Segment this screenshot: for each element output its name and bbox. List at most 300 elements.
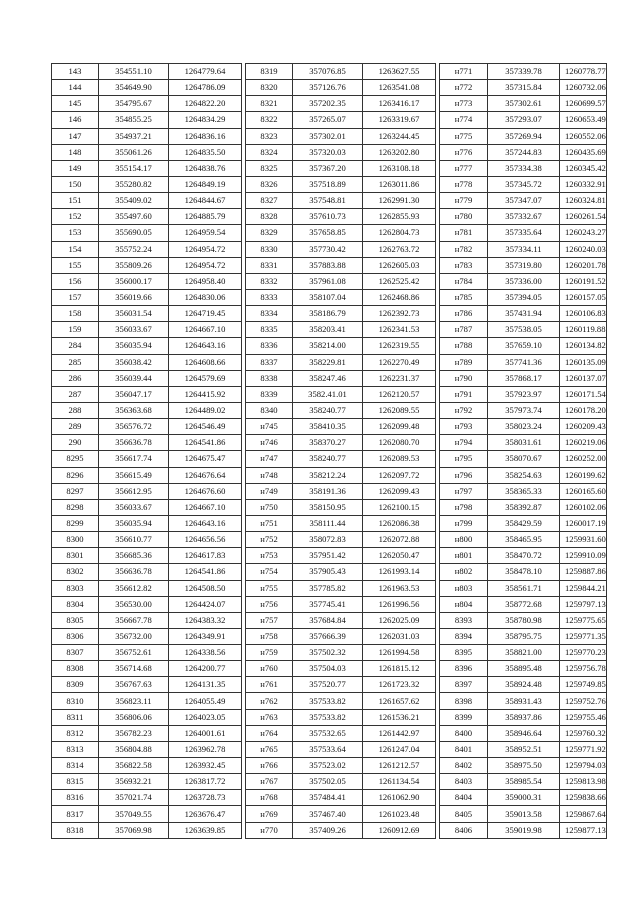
y-coordinate-cell: 1259771.92 (560, 741, 607, 757)
table-row (246, 725, 436, 741)
table-row (52, 354, 242, 370)
table-row (440, 354, 607, 370)
y-coordinate-cell: 1259794.03 (560, 758, 607, 774)
x-coordinate-cell: 356804.88 (99, 741, 169, 757)
x-coordinate-cell: 356576.72 (99, 419, 169, 435)
table-row (246, 822, 436, 838)
table-row (440, 96, 607, 112)
x-coordinate-cell: 358214.00 (293, 338, 363, 354)
x-coordinate-cell: 358924.48 (488, 677, 560, 693)
point-id-cell: 8316 (52, 790, 99, 806)
y-coordinate-cell: 1259756.78 (560, 661, 607, 677)
point-id-cell: 8296 (52, 467, 99, 483)
x-coordinate-cell: 3582.41.01 (293, 386, 363, 402)
table-row (246, 176, 436, 192)
y-coordinate-cell: 1264200.77 (169, 661, 242, 677)
y-coordinate-cell: 1260171.54 (560, 386, 607, 402)
x-coordinate-cell: 356822.58 (99, 758, 169, 774)
x-coordinate-cell: 357336.00 (488, 273, 560, 289)
x-coordinate-cell: 358111.44 (293, 515, 363, 531)
y-coordinate-cell: 1264838.76 (169, 160, 242, 176)
table-row (52, 451, 242, 467)
table-row (52, 499, 242, 515)
point-id-cell: 8301 (52, 548, 99, 564)
y-coordinate-cell: 1261134.54 (363, 774, 436, 790)
y-coordinate-cell: 1264835.50 (169, 144, 242, 160)
y-coordinate-cell: 1264001.61 (169, 725, 242, 741)
point-id-cell: н771 (440, 64, 488, 80)
point-id-cell: 8331 (246, 257, 293, 273)
table-row (440, 128, 607, 144)
x-coordinate-cell: 357293.07 (488, 112, 560, 128)
point-id-cell: 8406 (440, 822, 488, 838)
table-row (246, 112, 436, 128)
table-row (440, 483, 607, 499)
y-coordinate-cell: 1263244.45 (363, 128, 436, 144)
y-coordinate-cell: 1259749.85 (560, 677, 607, 693)
point-id-cell: 8326 (246, 176, 293, 192)
point-id-cell: 154 (52, 241, 99, 257)
point-id-cell: 8335 (246, 322, 293, 338)
point-id-cell: н762 (246, 693, 293, 709)
x-coordinate-cell: 358410.35 (293, 419, 363, 435)
x-coordinate-cell: 357785.82 (293, 580, 363, 596)
table-row (246, 273, 436, 289)
table-row (440, 709, 607, 725)
x-coordinate-cell: 357339.78 (488, 64, 560, 80)
table-row (440, 225, 607, 241)
point-id-cell: 286 (52, 370, 99, 386)
point-id-cell: 284 (52, 338, 99, 354)
y-coordinate-cell: 1264830.06 (169, 289, 242, 305)
table-row (440, 790, 607, 806)
y-coordinate-cell: 1264958.40 (169, 273, 242, 289)
point-id-cell: н761 (246, 677, 293, 693)
point-id-cell: н782 (440, 241, 488, 257)
x-coordinate-cell: 357730.42 (293, 241, 363, 257)
y-coordinate-cell: 1259867.64 (560, 806, 607, 822)
coordinate-group-2 (245, 63, 436, 839)
point-id-cell: 8402 (440, 758, 488, 774)
y-coordinate-cell: 1264676.64 (169, 467, 242, 483)
table-row (440, 532, 607, 548)
x-coordinate-cell: 357502.05 (293, 774, 363, 790)
y-coordinate-cell: 1259887.86 (560, 564, 607, 580)
x-coordinate-cell: 358821.00 (488, 645, 560, 661)
point-id-cell: н767 (246, 774, 293, 790)
x-coordinate-cell: 356685.36 (99, 548, 169, 564)
y-coordinate-cell: 1264656.56 (169, 532, 242, 548)
x-coordinate-cell: 357244.83 (488, 144, 560, 160)
point-id-cell: 8338 (246, 370, 293, 386)
point-id-cell: н759 (246, 645, 293, 661)
point-id-cell: 289 (52, 419, 99, 435)
y-coordinate-cell: 1260332.91 (560, 176, 607, 192)
x-coordinate-cell: 355280.82 (99, 176, 169, 192)
point-id-cell: 8400 (440, 725, 488, 741)
y-coordinate-cell: 1260435.69 (560, 144, 607, 160)
table-row (440, 451, 607, 467)
x-coordinate-cell: 356035.94 (99, 515, 169, 531)
coordinates-table (51, 63, 607, 839)
y-coordinate-cell: 1262468.86 (363, 289, 436, 305)
x-coordinate-cell: 357533.82 (293, 693, 363, 709)
point-id-cell: н796 (440, 467, 488, 483)
x-coordinate-cell: 358772.68 (488, 596, 560, 612)
point-id-cell: н747 (246, 451, 293, 467)
y-coordinate-cell: 1260252.00 (560, 451, 607, 467)
point-id-cell: н781 (440, 225, 488, 241)
x-coordinate-cell: 357302.61 (488, 96, 560, 112)
x-coordinate-cell: 359019.98 (488, 822, 560, 838)
table-row (52, 338, 242, 354)
x-coordinate-cell: 357126.76 (293, 80, 363, 96)
table-row (52, 112, 242, 128)
y-coordinate-cell: 1262525.42 (363, 273, 436, 289)
x-coordinate-cell: 358240.77 (293, 451, 363, 467)
point-id-cell: н769 (246, 806, 293, 822)
point-id-cell: 8322 (246, 112, 293, 128)
table-row (246, 451, 436, 467)
y-coordinate-cell: 1264023.05 (169, 709, 242, 725)
point-id-cell: 8305 (52, 612, 99, 628)
table-row (246, 225, 436, 241)
table-row (52, 289, 242, 305)
y-coordinate-cell: 1259760.32 (560, 725, 607, 741)
table-row (440, 515, 607, 531)
y-coordinate-cell: 1262605.03 (363, 257, 436, 273)
point-id-cell: н804 (440, 596, 488, 612)
x-coordinate-cell: 358975.50 (488, 758, 560, 774)
x-coordinate-cell: 357021.74 (99, 790, 169, 806)
y-coordinate-cell: 1261212.57 (363, 758, 436, 774)
point-id-cell: 152 (52, 209, 99, 225)
x-coordinate-cell: 359013.58 (488, 806, 560, 822)
point-id-cell: н791 (440, 386, 488, 402)
table-row (52, 564, 242, 580)
point-id-cell: 8403 (440, 774, 488, 790)
table-row (440, 661, 607, 677)
table-row (52, 193, 242, 209)
y-coordinate-cell: 1264954.72 (169, 241, 242, 257)
table-row (440, 64, 607, 80)
table-row (246, 128, 436, 144)
x-coordinate-cell: 357533.64 (293, 741, 363, 757)
y-coordinate-cell: 1264579.69 (169, 370, 242, 386)
y-coordinate-cell: 1260345.42 (560, 160, 607, 176)
y-coordinate-cell: 1264885.79 (169, 209, 242, 225)
point-id-cell: н749 (246, 483, 293, 499)
point-id-cell: 8308 (52, 661, 99, 677)
x-coordinate-cell: 356823.11 (99, 693, 169, 709)
table-row (52, 709, 242, 725)
point-id-cell: н785 (440, 289, 488, 305)
x-coordinate-cell: 358365.33 (488, 483, 560, 499)
table-row (52, 467, 242, 483)
table-row (52, 532, 242, 548)
y-coordinate-cell: 1262025.09 (363, 612, 436, 628)
table-row (246, 209, 436, 225)
y-coordinate-cell: 1261994.58 (363, 645, 436, 661)
table-row (440, 144, 607, 160)
point-id-cell: 147 (52, 128, 99, 144)
x-coordinate-cell: 356612.82 (99, 580, 169, 596)
y-coordinate-cell: 1261996.56 (363, 596, 436, 612)
x-coordinate-cell: 357548.81 (293, 193, 363, 209)
y-coordinate-cell: 1261062.90 (363, 790, 436, 806)
x-coordinate-cell: 356612.95 (99, 483, 169, 499)
y-coordinate-cell: 1259770.23 (560, 645, 607, 661)
point-id-cell: н765 (246, 741, 293, 757)
point-id-cell: 8395 (440, 645, 488, 661)
table-row (52, 241, 242, 257)
table-row (440, 628, 607, 644)
x-coordinate-cell: 355497.60 (99, 209, 169, 225)
x-coordinate-cell: 357332.67 (488, 209, 560, 225)
table-row (52, 128, 242, 144)
table-row (246, 758, 436, 774)
table-row (440, 435, 607, 451)
y-coordinate-cell: 1264415.92 (169, 386, 242, 402)
table-row (52, 402, 242, 418)
point-id-cell: н766 (246, 758, 293, 774)
y-coordinate-cell: 1260912.69 (363, 822, 436, 838)
y-coordinate-cell: 1259755.46 (560, 709, 607, 725)
point-id-cell: 8405 (440, 806, 488, 822)
table-row (52, 645, 242, 661)
table-row (52, 273, 242, 289)
x-coordinate-cell: 355809.26 (99, 257, 169, 273)
point-id-cell: 8397 (440, 677, 488, 693)
y-coordinate-cell: 1262050.47 (363, 548, 436, 564)
x-coordinate-cell: 354795.67 (99, 96, 169, 112)
x-coordinate-cell: 356667.78 (99, 612, 169, 628)
y-coordinate-cell: 1261442.97 (363, 725, 436, 741)
x-coordinate-cell: 359000.31 (488, 790, 560, 806)
y-coordinate-cell: 1260552.06 (560, 128, 607, 144)
point-id-cell: 145 (52, 96, 99, 112)
point-id-cell: 8404 (440, 790, 488, 806)
x-coordinate-cell: 357923.97 (488, 386, 560, 402)
x-coordinate-cell: 357905.43 (293, 564, 363, 580)
y-coordinate-cell: 1264489.02 (169, 402, 242, 418)
coordinate-group-3 (439, 63, 607, 839)
y-coordinate-cell: 1263728.73 (169, 790, 242, 806)
table-row (52, 677, 242, 693)
x-coordinate-cell: 356000.17 (99, 273, 169, 289)
point-id-cell: 8399 (440, 709, 488, 725)
x-coordinate-cell: 358561.71 (488, 580, 560, 596)
table-row (246, 354, 436, 370)
x-coordinate-cell: 357745.41 (293, 596, 363, 612)
x-coordinate-cell: 357658.85 (293, 225, 363, 241)
y-coordinate-cell: 1262231.37 (363, 370, 436, 386)
x-coordinate-cell: 354937.21 (99, 128, 169, 144)
x-coordinate-cell: 357076.85 (293, 64, 363, 80)
x-coordinate-cell: 357523.02 (293, 758, 363, 774)
x-coordinate-cell: 358429.59 (488, 515, 560, 531)
point-id-cell: н802 (440, 564, 488, 580)
table-row (246, 435, 436, 451)
y-coordinate-cell: 1263676.47 (169, 806, 242, 822)
x-coordinate-cell: 357409.26 (293, 822, 363, 838)
point-id-cell: 151 (52, 193, 99, 209)
y-coordinate-cell: 1262086.38 (363, 515, 436, 531)
table-row (246, 289, 436, 305)
x-coordinate-cell: 357334.11 (488, 241, 560, 257)
table-row (52, 580, 242, 596)
table-row (246, 515, 436, 531)
table-row (246, 419, 436, 435)
table-row (52, 741, 242, 757)
y-coordinate-cell: 1260137.07 (560, 370, 607, 386)
y-coordinate-cell: 1264055.49 (169, 693, 242, 709)
point-id-cell: 8323 (246, 128, 293, 144)
table-row (440, 322, 607, 338)
table-row (52, 628, 242, 644)
point-id-cell: 8334 (246, 306, 293, 322)
point-id-cell: 8299 (52, 515, 99, 531)
point-id-cell: 8300 (52, 532, 99, 548)
x-coordinate-cell: 357868.17 (488, 370, 560, 386)
y-coordinate-cell: 1264822.20 (169, 96, 242, 112)
x-coordinate-cell: 355690.05 (99, 225, 169, 241)
x-coordinate-cell: 356033.67 (99, 322, 169, 338)
table-row (246, 661, 436, 677)
y-coordinate-cell: 1260191.52 (560, 273, 607, 289)
y-coordinate-cell: 1260209.43 (560, 419, 607, 435)
coordinate-group-1 (51, 63, 242, 839)
table-row (52, 80, 242, 96)
point-id-cell: н768 (246, 790, 293, 806)
y-coordinate-cell: 1260135.09 (560, 354, 607, 370)
point-id-cell: 8332 (246, 273, 293, 289)
y-coordinate-cell: 1263416.17 (363, 96, 436, 112)
y-coordinate-cell: 1262855.93 (363, 209, 436, 225)
table-row (440, 338, 607, 354)
y-coordinate-cell: 1260240.03 (560, 241, 607, 257)
x-coordinate-cell: 358203.41 (293, 322, 363, 338)
table-row (246, 483, 436, 499)
x-coordinate-cell: 357951.42 (293, 548, 363, 564)
table-row (440, 402, 607, 418)
point-id-cell: н797 (440, 483, 488, 499)
point-id-cell: 157 (52, 289, 99, 305)
x-coordinate-cell: 357610.73 (293, 209, 363, 225)
y-coordinate-cell: 1262031.03 (363, 628, 436, 644)
point-id-cell: 8319 (246, 64, 293, 80)
y-coordinate-cell: 1264959.54 (169, 225, 242, 241)
x-coordinate-cell: 357431.94 (488, 306, 560, 322)
x-coordinate-cell: 356363.68 (99, 402, 169, 418)
point-id-cell: 8310 (52, 693, 99, 709)
y-coordinate-cell: 1264844.67 (169, 193, 242, 209)
y-coordinate-cell: 1264836.16 (169, 128, 242, 144)
table-row (52, 209, 242, 225)
point-id-cell: н788 (440, 338, 488, 354)
point-id-cell: н760 (246, 661, 293, 677)
point-id-cell: н778 (440, 176, 488, 192)
point-id-cell: 290 (52, 435, 99, 451)
point-id-cell: 8398 (440, 693, 488, 709)
y-coordinate-cell: 1262099.48 (363, 419, 436, 435)
x-coordinate-cell: 358780.98 (488, 612, 560, 628)
point-id-cell: 8325 (246, 160, 293, 176)
table-row (246, 338, 436, 354)
y-coordinate-cell: 1262089.55 (363, 402, 436, 418)
point-id-cell: н758 (246, 628, 293, 644)
table-row (440, 741, 607, 757)
point-id-cell: н792 (440, 402, 488, 418)
table-row (440, 548, 607, 564)
y-coordinate-cell: 1260261.54 (560, 209, 607, 225)
y-coordinate-cell: 1261657.62 (363, 693, 436, 709)
y-coordinate-cell: 1264617.83 (169, 548, 242, 564)
point-id-cell: 150 (52, 176, 99, 192)
y-coordinate-cell: 1264676.60 (169, 483, 242, 499)
table-row (52, 176, 242, 192)
point-id-cell: 149 (52, 160, 99, 176)
x-coordinate-cell: 358952.51 (488, 741, 560, 757)
x-coordinate-cell: 357520.77 (293, 677, 363, 693)
point-id-cell: н787 (440, 322, 488, 338)
x-coordinate-cell: 358070.67 (488, 451, 560, 467)
y-coordinate-cell: 1264608.66 (169, 354, 242, 370)
table-row (52, 306, 242, 322)
point-id-cell: н774 (440, 112, 488, 128)
table-row (440, 160, 607, 176)
y-coordinate-cell: 1260157.05 (560, 289, 607, 305)
table-row (440, 419, 607, 435)
point-id-cell: 8340 (246, 402, 293, 418)
y-coordinate-cell: 1260134.82 (560, 338, 607, 354)
point-id-cell: н794 (440, 435, 488, 451)
y-coordinate-cell: 1264954.72 (169, 257, 242, 273)
x-coordinate-cell: 357269.94 (488, 128, 560, 144)
x-coordinate-cell: 358072.83 (293, 532, 363, 548)
table-row (52, 661, 242, 677)
y-coordinate-cell: 1261023.48 (363, 806, 436, 822)
y-coordinate-cell: 1260653.49 (560, 112, 607, 128)
y-coordinate-cell: 1264667.10 (169, 499, 242, 515)
x-coordinate-cell: 357961.08 (293, 273, 363, 289)
table-row (440, 596, 607, 612)
y-coordinate-cell: 1264349.91 (169, 628, 242, 644)
point-id-cell: 8309 (52, 677, 99, 693)
point-id-cell: 8295 (52, 451, 99, 467)
x-coordinate-cell: 357319.80 (488, 257, 560, 273)
table-row (246, 580, 436, 596)
x-coordinate-cell: 358191.36 (293, 483, 363, 499)
x-coordinate-cell: 356782.23 (99, 725, 169, 741)
point-id-cell: 8333 (246, 289, 293, 305)
x-coordinate-cell: 357883.88 (293, 257, 363, 273)
point-id-cell: н775 (440, 128, 488, 144)
point-id-cell: н753 (246, 548, 293, 564)
x-coordinate-cell: 357345.72 (488, 176, 560, 192)
table-row (440, 193, 607, 209)
table-row (246, 64, 436, 80)
x-coordinate-cell: 358937.86 (488, 709, 560, 725)
table-row (440, 306, 607, 322)
x-coordinate-cell: 356615.49 (99, 467, 169, 483)
point-id-cell: 8313 (52, 741, 99, 757)
table-row (246, 80, 436, 96)
table-row (246, 806, 436, 822)
table-row (440, 273, 607, 289)
y-coordinate-cell: 1262072.88 (363, 532, 436, 548)
y-coordinate-cell: 1264541.86 (169, 564, 242, 580)
